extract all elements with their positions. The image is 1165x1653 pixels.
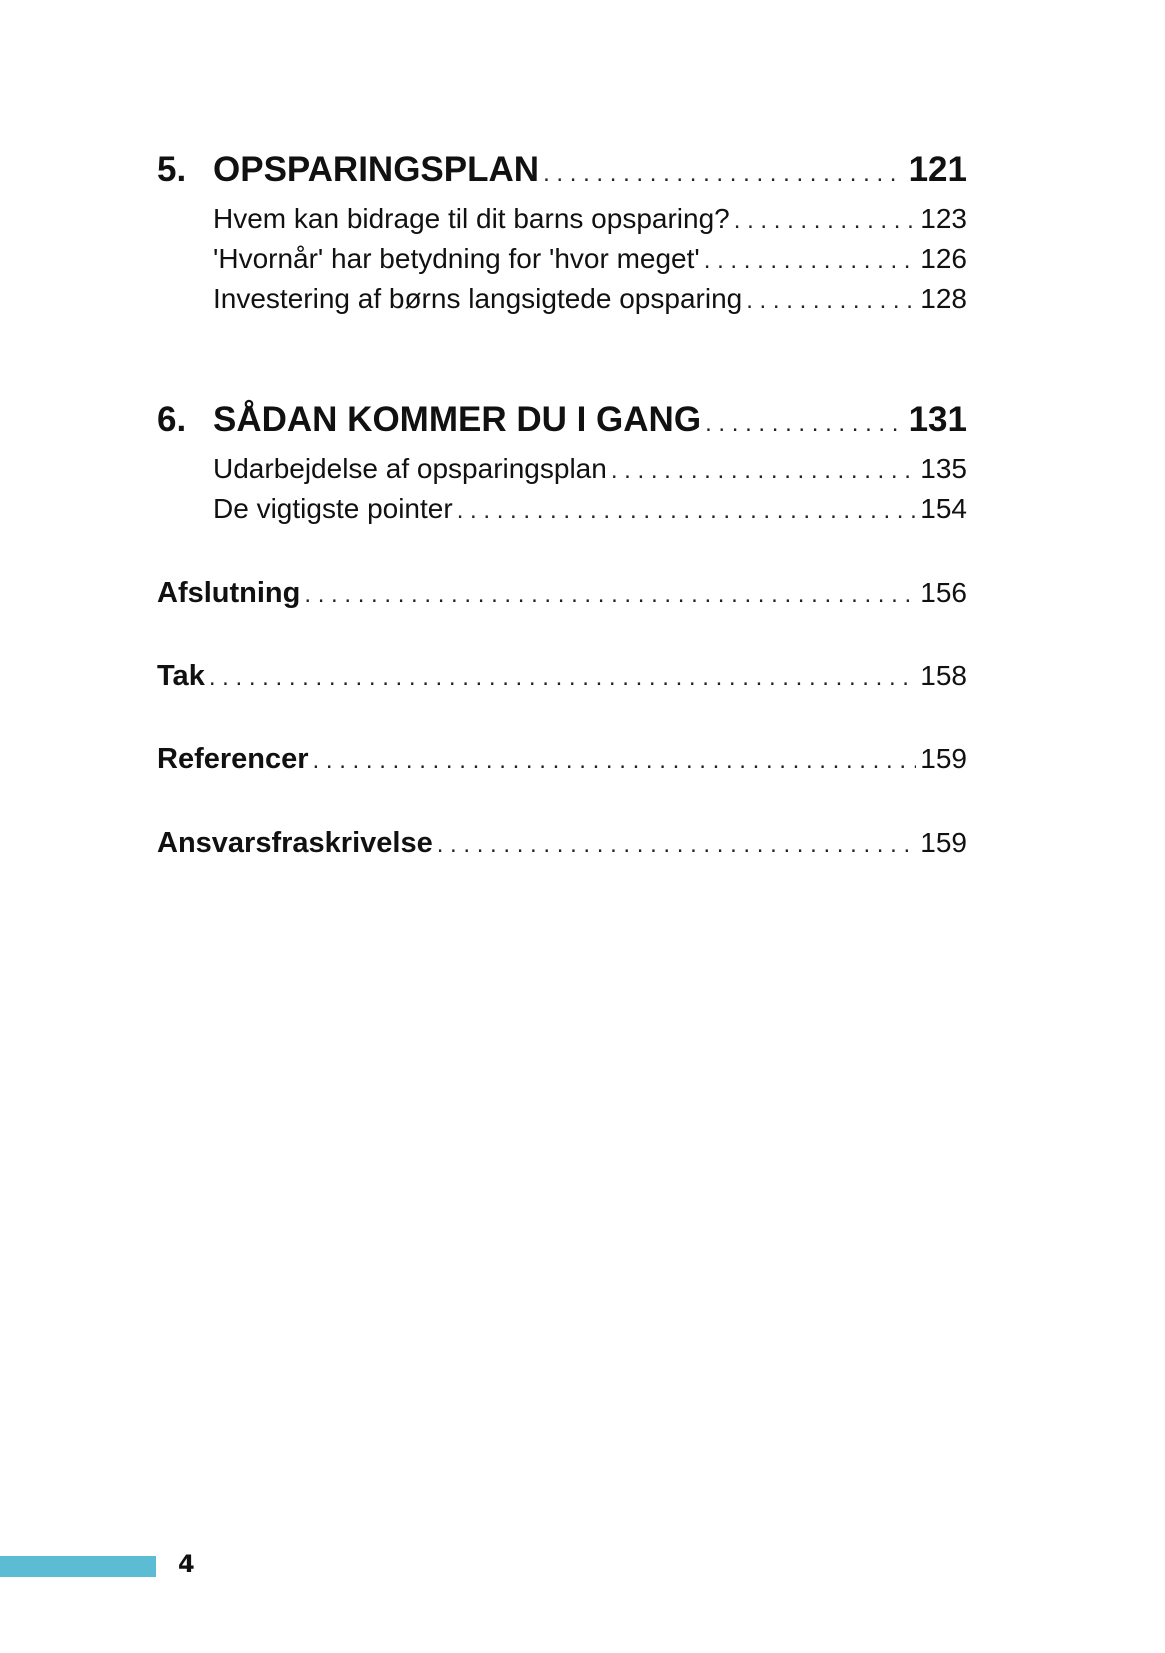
section-page: 123 (920, 203, 967, 234)
chapter-title: SÅDAN KOMMER DU I GANG (213, 400, 702, 439)
footer-accent-bar (0, 1556, 156, 1577)
page-number: 4 (178, 1550, 195, 1578)
section-title: Hvem kan bidrage til dit barns opsparing? (213, 203, 730, 234)
toc-entry-referencer[interactable] (157, 743, 967, 776)
entry-page: 156 (920, 577, 967, 608)
dot-leader (611, 457, 916, 485)
entry-title: Ansvarsfraskrivelse (157, 827, 433, 859)
dot-leader (746, 287, 916, 315)
dot-leader (457, 497, 917, 525)
dot-leader (437, 831, 917, 859)
chapter-page: 131 (908, 400, 967, 439)
toc-section[interactable] (213, 493, 967, 525)
dot-leader (734, 207, 917, 235)
toc-section[interactable] (213, 243, 967, 275)
entry-page: 159 (920, 743, 967, 774)
chapter-number: 5. (157, 150, 187, 189)
section-title: De vigtigste pointer (213, 493, 453, 524)
entry-page: 159 (920, 827, 967, 858)
section-page: 128 (920, 283, 967, 314)
chapter-title: OPSPARINGSPLAN (213, 150, 540, 189)
section-title: Udarbejdelse af opsparingsplan (213, 453, 607, 484)
entry-page: 158 (920, 660, 967, 691)
toc-entry-afslutning[interactable] (157, 577, 967, 610)
dot-leader (705, 410, 905, 438)
entry-title: Referencer (157, 743, 309, 775)
entry-title: Tak (157, 660, 205, 692)
toc-section[interactable] (213, 453, 967, 485)
dot-leader (543, 160, 905, 188)
toc-section[interactable] (213, 283, 967, 315)
section-page: 154 (920, 493, 967, 524)
dot-leader (313, 747, 917, 775)
section-title: Investering af børns langsigtede opsparing (213, 283, 743, 314)
toc-entry-ansvarsfraskrivelse[interactable] (157, 827, 967, 860)
toc-chapter-6[interactable] (157, 400, 967, 440)
toc-section[interactable] (213, 203, 967, 235)
dot-leader (304, 581, 916, 609)
chapter-page: 121 (908, 150, 967, 189)
dot-leader (209, 664, 916, 692)
toc-chapter-5[interactable] (157, 150, 967, 190)
section-title: 'Hvornår' har betydning for 'hvor meget' (213, 243, 700, 274)
dot-leader (704, 247, 917, 275)
chapter-number: 6. (157, 400, 187, 439)
toc-entry-tak[interactable] (157, 660, 967, 693)
section-page: 135 (920, 453, 967, 484)
section-page: 126 (920, 243, 967, 274)
entry-title: Afslutning (157, 577, 301, 609)
